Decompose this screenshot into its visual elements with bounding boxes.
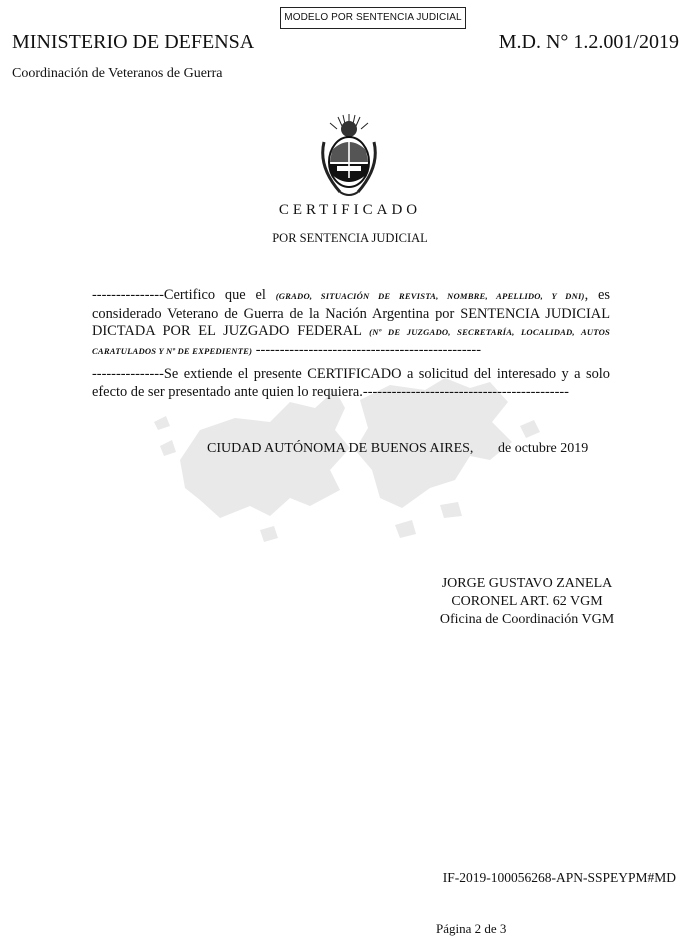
paragraph-dashes: --------------- xyxy=(92,287,164,303)
paragraph-text: , es considerado Veterano de Guerra de la Nación Argentina por SENTENCIA JUDICIAL DICTADA POR EL JUZGADO FEDERAL xyxy=(92,287,610,339)
certificate-title: CERTIFICADO xyxy=(278,202,422,218)
page-number: Página 2 de 3 xyxy=(436,921,507,936)
paragraph-text: Certifico que el xyxy=(163,287,276,303)
placeholder-court-data: (Nº DE JUZGADO, SECRETARÍA, LOCALIDAD, AUTOS CARATULADOS Y Nº DE EXPEDIENTE) xyxy=(92,327,610,356)
certificate-subtitle: POR SENTENCIA JUDICIAL xyxy=(272,231,428,245)
model-label-box: MODELO POR SENTENCIA JUDICIAL xyxy=(280,7,466,29)
coordination-name: Coordinación de Veteranos de Guerra xyxy=(12,66,223,81)
signer-rank: CORONEL ART. 62 VGM xyxy=(451,594,603,609)
placeholder-personal-data: (GRADO, SITUACIÓN DE REVISTA, NOMBRE, APELLIDO, Y DNI) xyxy=(275,291,585,301)
paragraph-dashes: ----------------------------------------------- xyxy=(252,341,481,358)
argentina-coat-of-arms-icon xyxy=(318,112,380,198)
document-id: IF-2019-100056268-APN-SSPEYPM#MD xyxy=(442,870,676,885)
signer-name: JORGE GUSTAVO ZANELA xyxy=(441,576,613,591)
certification-paragraph xyxy=(92,287,610,360)
md-number: M.D. N° 1.2.001/2019 xyxy=(498,31,679,53)
issue-city: CIUDAD AUTÓNOMA DE BUENOS AIRES, xyxy=(207,441,474,456)
ministry-name: MINISTERIO DE DEFENSA xyxy=(12,31,255,53)
signer-office: Oficina de Coordinación VGM xyxy=(439,612,615,627)
paragraph-dashes: ------------------------------------------- xyxy=(362,383,569,400)
paragraph-dashes: --------------- xyxy=(92,366,164,382)
issue-date: de octubre 2019 xyxy=(498,441,589,456)
issuance-paragraph xyxy=(92,366,610,401)
paragraph-text: Se extiende el presente CERTIFICADO a solicitud del interesado y a solo efecto de ser presentado ante quien lo requiera. xyxy=(92,366,610,400)
